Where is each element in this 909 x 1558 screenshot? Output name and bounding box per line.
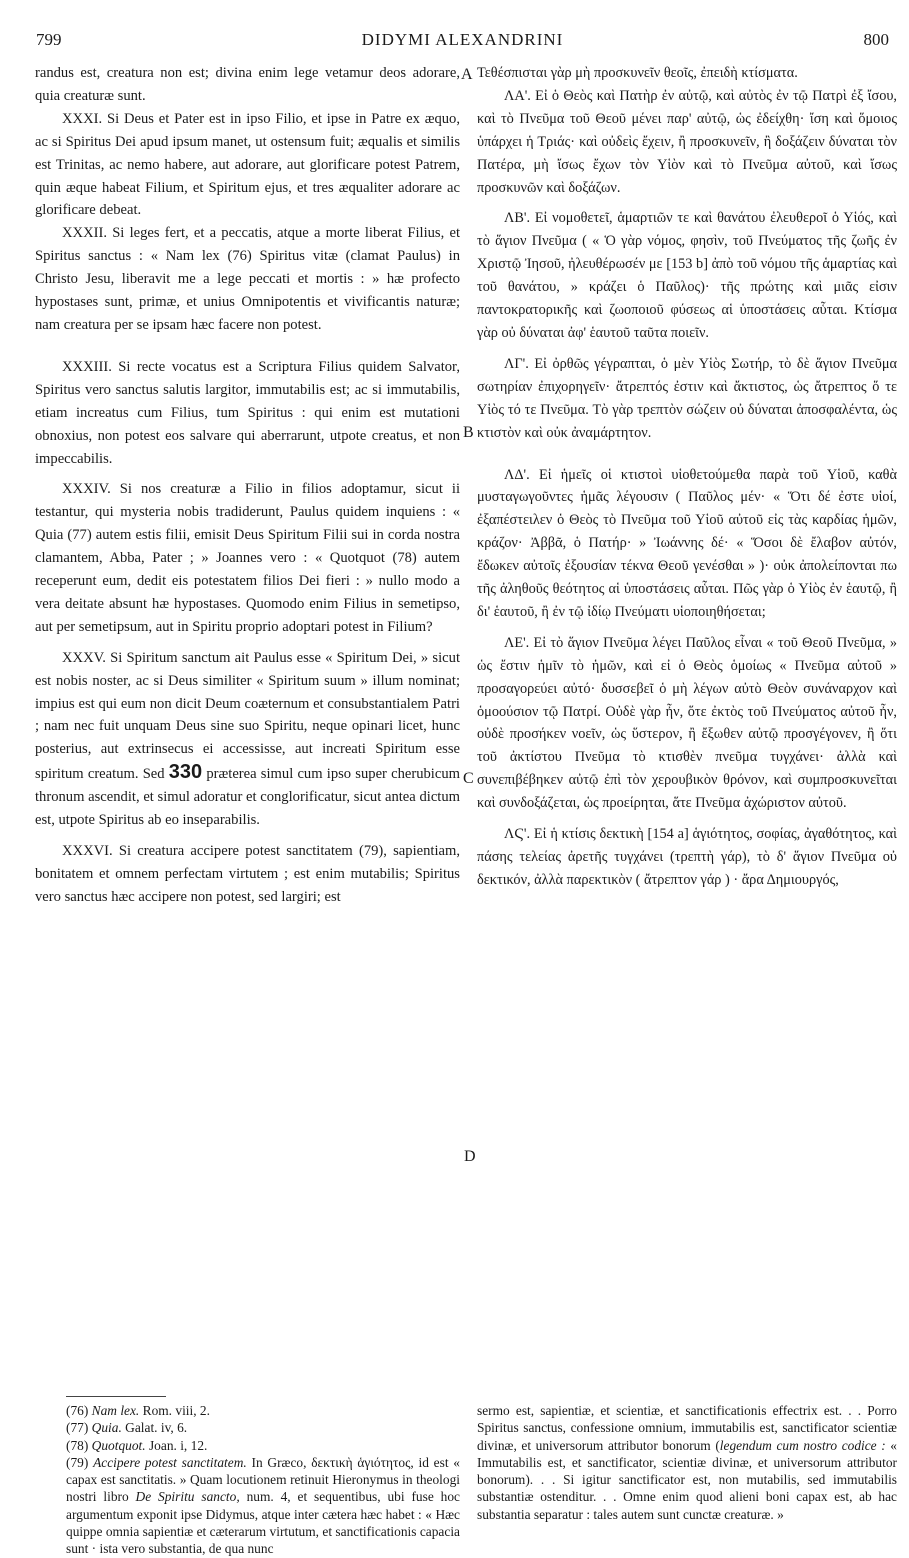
footnote-rule [66,1396,166,1397]
latin-paragraph-33: XXXIII. Si recte vocatus est a Scriptura Filius quidem Salvator, Spiritus vero sanctus salutis largitor, immutabilis est; ac si immutabilis, etiam increatus cum Filius, tum Spiritus : qui enim est mutationi obnoxius, non potest eos salvare qui aberrarunt, utpote creatus, et non impeccabilis. [35,358,460,467]
footnote-78: (78) Quotquot. Joan. i, 12. [66,1437,208,1453]
latin-column [35,62,460,909]
latin-paragraph-35 [35,647,460,832]
footnote-79-continued: sermo est, sapientiæ, et scientiæ, et sanctificationis effectrix est. . . Porro Spiritus sanctus, confessione omnium, immutabilis est, sanctificator scientiæ divinæ, et universorum attributor bonorum (legendum cum nostro codice : « Immutabilis est, et sanctificator, scientiæ divinæ, et universorum attributor bonorum). . . Si igitur sanctificator est, non mutabilis, sed immutabilis substantiæ ostenditur. . . Omne enim quod alieni boni capax est, ab hac substantia separatur : tales autem sunt cunctæ creaturæ. » [477,1403,897,1522]
latin-paragraph-36: XXXVI. Si creatura accipere potest sanctitatem (79), sapientiam, bonitatem et omnem perfectam virtutem ; est enim mutabilis; Spiritus vero sanctus hæc accipere non potest, sed largiri; est [35,843,460,905]
margin-letter-c: C [463,770,474,787]
footnote-77: (77) Quia. Galat. iv, 6. [66,1420,188,1436]
greek-paragraph-35: ΛΕ'. Εἰ τὸ ἅγιον Πνεῦμα λέγει Παῦλος εἶναι « τοῦ Θεοῦ Πνεῦμα, » ὡς ἔστιν ἡμῖν τὸ ἡμῶν, καὶ εἰ ὁ Θεὸς ὁμοίως « Πνεῦμα αὐτοῦ » προσαγορεύει αὐτό· δυσσεβεῖ ὁ μὴ λέγων αὐτὸ Θεὸν συνάναρχον καὶ ὁμοούσιον τῷ Πατρί. Οὐδὲ γὰρ ἦν, ὅτε ἐκτὸς τοῦ Πνεύματος αὐτοῦ ἦν, οὐδὲ προσήκεν νοεῖν, ὡς ὕστερον, ἢ ἔξωθεν αὐτῷ προσγέγονεν, ἢ ὅτι τοῦ ἀκτίστου Πνεῦμα τὸ κτισθὲν πνεῦμα τυγχάνει· ἀλλὰ καὶ συνεπιβέβηκεν αὐτῷ ἐπὶ τὸν χερουβικὸν θρόνον, καὶ συμπροσκυνεῖται καὶ συνδοξάζεται, ὡς προείρηται, ἅτε Πνεῦμα ἀχώριστον αὐτοῦ. [477,634,897,812]
greek-paragraph: Τεθέσπισται γὰρ μὴ προσκυνεῖν θεοῖς, ἐπειδὴ κτίσματα. [477,65,798,81]
footnotes-left [66,1402,460,1558]
margin-letter-b: B [463,424,474,441]
running-title: DIDYMI ALEXANDRINI [361,30,564,49]
page-number-right: 800 [863,30,889,49]
running-header [36,30,889,56]
footnotes-right [477,1402,897,1523]
greek-paragraph-36: ΛϚ'. Εἰ ἡ κτίσις δεκτικὴ [154 a] ἁγιότητος, σοφίας, ἀγαθότητος, καὶ πάσης τελείας ἀρετῆς τυγχάνει (τρεπτὴ γάρ), τὸ δ' ἅγιον Πνεῦμα οὐ δεκτικόν, ἀλλὰ παρεκτικὸν ( ἄτρεπτον γάρ ) · ἄρα Δημιουργός, [477,826,897,888]
latin-text: præterea simul cum ipso super cherubicum thronum ascendit, et simul adoratur et conglorificatur, sicut antea dictum est, utpote Spiritus ab eo inseparabilis. [35,766,460,829]
greek-paragraph-31: ΛΑ'. Εἰ ὁ Θεὸς καὶ Πατὴρ ἐν αὐτῷ, καὶ αὐτὸς ἐν τῷ Πατρὶ ἐξ ἴσου, καὶ τὸ Πνεῦμα τοῦ Θεοῦ μένει παρ' αὐτῷ, ὡς ἐδείχθη· ἴση καὶ ὅμοιος ὑπάρχει ἡ Τριάς· καὶ οὐδεὶς ἔχειν, ἢ προσκυνεῖν, ἢ δοξάζειν δύναται τὸν Πατέρα, μὴ ἴσως ἔχων τὸν Υἱὸν καὶ τὸ Πνεῦμα αὐτοῦ, καὶ ἴσως προσκυνῶν καὶ δοξάζων. [477,87,897,196]
page-number-left: 799 [36,30,62,49]
footnote-76: (76) Nam lex. Rom. viii, 2. [66,1403,210,1418]
margin-letter-d: D [464,1148,476,1165]
latin-paragraph-34: XXXIV. Si nos creaturæ a Filio in filios adoptamur, sicut ii testantur, qui mysteria nobis tradiderunt, Paulus quidem inquiens : « Quia (77) autem estis filii, emisit Deus Spiritum Filii sui in corda nostra clamantem, Abba, Pater ; » Joannes vero : « Quotquot (78) autem receperunt eum, dedit eis potestatem filios Dei fieri : » nullo modo a vera deitate absunt hæ hypostases. Quomodo enim Filius in semetipso, aut per semetipsum, aut in Spiritu proprio adoptari potest in Filium? [35,481,460,635]
greek-paragraph-34: ΛΔ'. Εἰ ἡμεῖς οἱ κτιστοὶ υἱοθετούμεθα παρὰ τοῦ Υἱοῦ, καθὰ μυσταγωγοῦντες ἡμᾶς λέγουσιν ( Παῦλος μέν· « Ὅτι δέ ἐστε υἱοί, ἐξαπέστειλεν ὁ Θεὸς τὸ Πνεῦμα τοῦ Υἱοῦ αὐτοῦ εἰς τὰς καρδίας ἡμῶν, κράζον· Ἀββᾶ, ὁ Πατήρ· » Ἰωάννης δέ· « Ὅσοι δὲ ἔλαβον αὐτόν, ἔδωκεν αὐτοῖς ἐξουσίαν τέκνα Θεοῦ γενέσθαι » )· οὐκ ἀπολείπονται πω τῆς ἀληθοῦς θεότητος αἱ ὑποστάσεις αὗται. Πῶς γὰρ ὁ Υἱὸς ἐν ἑαυτῷ, ἢ δι' ἑαυτοῦ, ἢ ἐν τῷ ἰδίῳ Πνεύματι υἱοποιηθήσεται; [477,466,897,620]
latin-paragraph-32: XXXII. Si leges fert, et a peccatis, atque a morte liberat Filius, et Spiritus sanctus : « Nam lex (76) Spiritus vitæ (clamat Paulus) in Christo Jesu, liberavit me a lege peccati et mortis : » hæ profecto hypostases sunt, primæ, et unius Omnipotentis et vivificantis naturæ; nam creatura per se ipsam hæc facere non potest. [35,225,460,333]
latin-text: XXXV. Si Spiritum sanctum ait Paulus esse « Spiritum Dei, » sicut est nobis noster, ac si Deus similiter « Spiritum suum » illum nominat; impius est qui eum non dicit Deum coæternum et consubstantialem Patri ; nam nec fuit unquam Deus sine suo Spiritu, neque opinari licet, hunc posterius, aut extrinsecus ei accessisse, aut increati Spiritum esse spiritum creatum. Sed [35,649,460,783]
margin-letter-a: A [461,66,473,83]
latin-paragraph-31: XXXI. Si Deus et Pater est in ipso Filio, et ipse in Patre ex æquo, ac si Spiritus Dei apud ipsum manet, ut ostensum fuit; æqualis et similis est Trinitas, ac nemo habere, aut adorare, aut glorificare potest Patrem, quin æque habeat Filium, et Spiritum ejus, et tres æqualiter adorare ac glorificare debeat. [35,110,460,219]
greek-column [477,62,897,892]
original-page-number: 330 [168,761,203,784]
latin-paragraph: randus est, creatura non est; divina enim lege vetamur deos adorare, quia creaturæ sunt. [35,65,460,104]
footnote-79: (79) Accipere potest sanctitatem. In Græco, δεκτικὴ ἁγιότητος, id est « capax est sanctitatis. » Quam locutionem retinuit Hieronymus in theologi nostri libro De Spiritu sancto, num. 4, et sequentibus, ubi fuse hoc argumentum exponit ipse Didymus, atque inter cætera hæc habet : « Hæc quippe omnia sapientiæ et cæterarum virtutum, et sanctificationis capacia sunt · ista vero substantia, de qua nunc [66,1454,460,1557]
greek-paragraph-32: ΛΒ'. Εἰ νομοθετεῖ, ἁμαρτιῶν τε καὶ θανάτου ἐλευθεροῖ ὁ Υἱός, καὶ τὸ ἅγιον Πνεῦμα ( « Ὁ γὰρ νόμος, φησὶν, τοῦ Πνεύματος τῆς ζωῆς ἐν Χριστῷ Ἰησοῦ, ἠλευθέρωσέν με [153 b] ἀπὸ τοῦ νόμου τῆς ἁμαρτίας καὶ τοῦ θανάτου, » κράζει ὁ Παῦλος)· τῆς πρώτης καὶ μιᾶς εἰσιν παντοκρατορικῆς καὶ ζωοποιοῦ φύσεως αἱ ὑποστάσεις αὗται. Κτίσμα γὰρ οὐ δύναται ἀφ' ἑαυτοῦ ταῦτα ποιεῖν. [477,210,897,341]
greek-paragraph-33: ΛΓ'. Εἰ ὀρθῶς γέγραπται, ὁ μὲν Υἱὸς Σωτήρ, τὸ δὲ ἅγιον Πνεῦμα σωτηρίαν ἐπιχορηγεῖν· ἄτρεπτός ἐστιν καὶ ἄκτιστος, ὡς ἄτρεπτος ὅ τε Υἱὸς τό τε Πνεῦμα. Τὸ γὰρ τρεπτὸν σώζειν οὐ δύναται ἀποσφαλέντα, ὡς κτιστὸν καὶ οὐκ ἀναμάρτητον. [477,355,897,441]
